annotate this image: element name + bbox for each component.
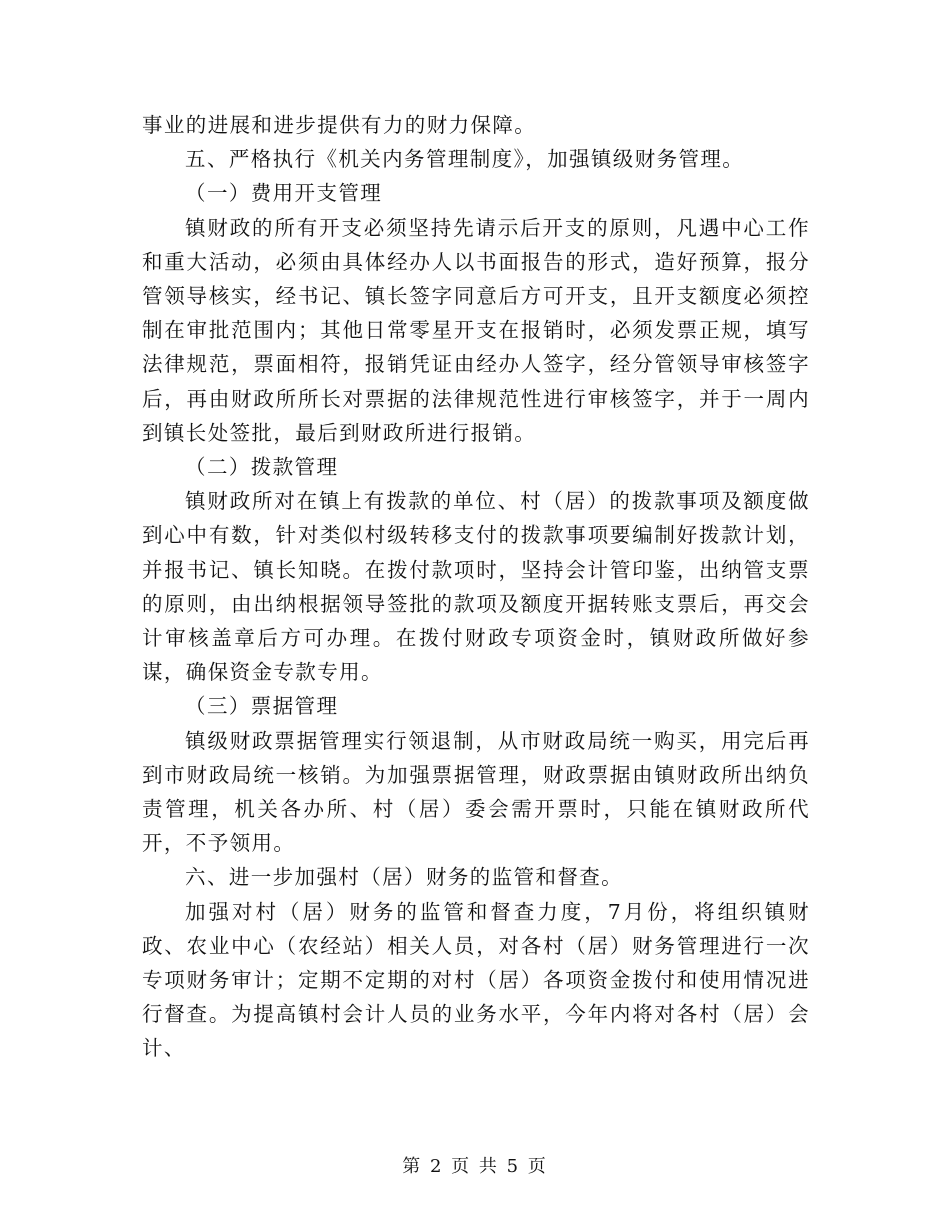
section-heading-5: 五、严格执行《机关内务管理制度》，加强镇级财务管理。 <box>185 147 745 172</box>
page-number-footer: 第 2 页 共 5 页 <box>402 1156 548 1177</box>
paragraph-allocation-management: 镇财政所对在镇上有拨款的单位、村（居）的拨款事项及额度做到心中有数，针对类似村级转移支付的拨款事项要编制好拨款计划，并报书记、镇长知晓。在拨付款项时，坚持会计管印鉴，出纳管支票的原则，由出纳根据领导签批的款项及额度开据转账支票后，再交会计审核盖章后方可办理。在拨付财政专项资金时，镇财政所做好参谋，确保资金专款专用。 <box>142 489 810 685</box>
paragraph-expense-management: 镇财政的所有开支必须坚持先请示后开支的原则，凡遇中心工作和重大活动，必须由具体经办人以书面报告的形式，造好预算，报分管领导核实，经书记、镇长签字同意后方可开支，且开支额度必须控制在审批范围内；其他日常零星开支在报销时，必须发票正规，填写法律规范，票面相符，报销凭证由经办人签字，经分管领导审核签字后，再由财政所所长对票据的法律规范性进行审核签字，并于一周内到镇长处签批，最后到财政所进行报销。 <box>142 215 810 445</box>
document-body <box>142 108 810 1066</box>
continuation-paragraph: 事业的进展和进步提供有力的财力保障。 <box>142 113 537 137</box>
paragraph-receipt-management: 镇级财政票据管理实行领退制，从市财政局统一购买，用完后再到市财政局统一核销。为加强票据管理，财政票据由镇财政所出纳负责管理，机关各办所、村（居）委会需开票时，只能在镇财政所代开，不予领用。 <box>142 728 810 856</box>
section-heading-6: 六、进一步加强村（居）财务的监管和督查。 <box>185 865 624 890</box>
subheading-expense-management: （一）费用开支管理 <box>185 181 383 206</box>
subheading-receipt-management: （三）票据管理 <box>185 694 339 719</box>
subheading-allocation-management: （二）拨款管理 <box>185 455 339 480</box>
paragraph-village-finance-supervision: 加强对村（居）财务的监管和督查力度，7月份，将组织镇财政、农业中心（农经站）相关人员，对各村（居）财务管理进行一次专项财务审计；定期不定期的对村（居）各项资金拨付和使用情况进行督查。为提高镇村会计人员的业务水平，今年内将对各村（居）会计、 <box>142 899 810 1061</box>
